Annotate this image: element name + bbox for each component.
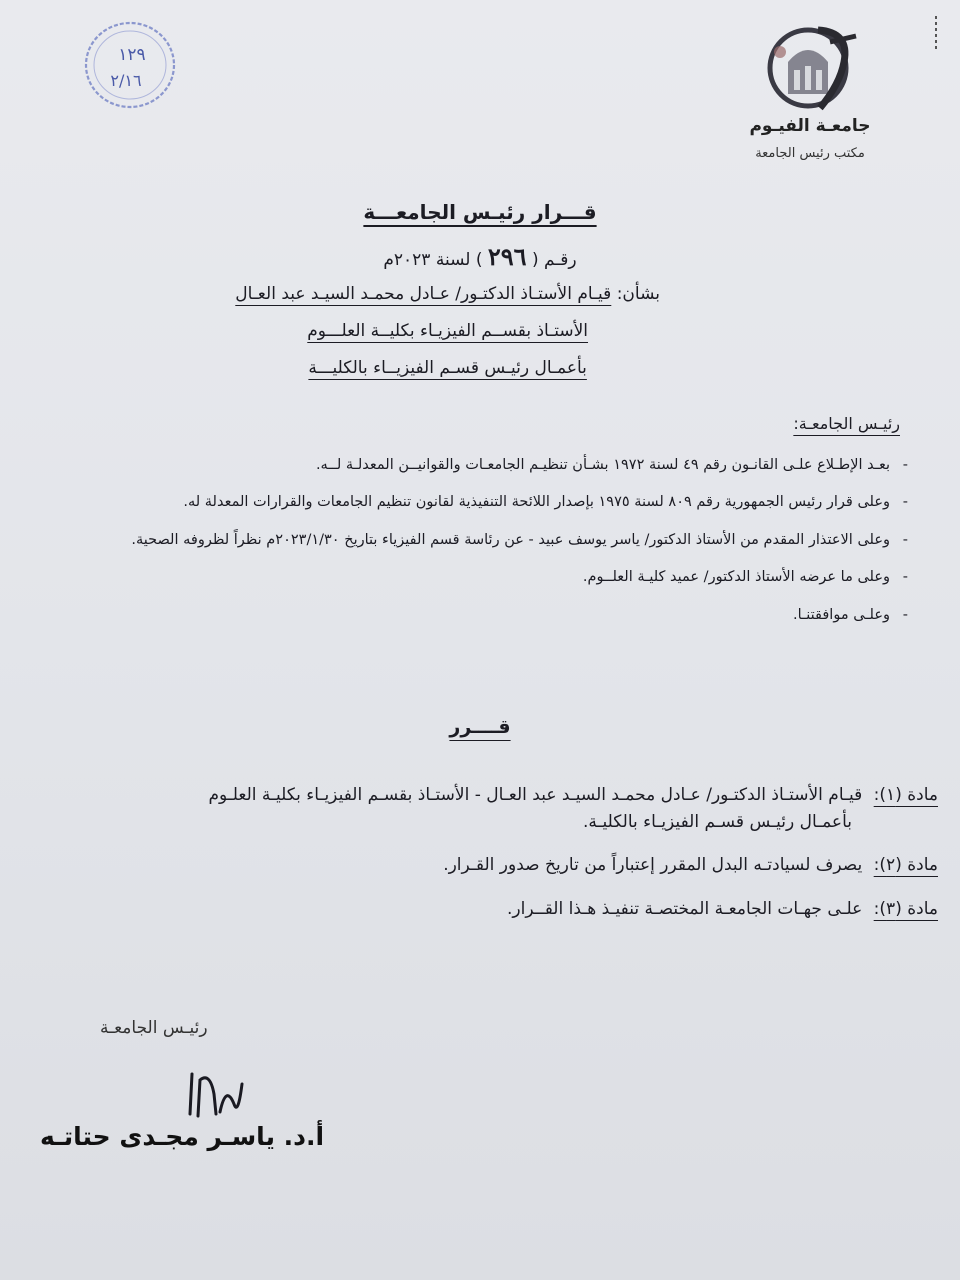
recital-text: وعلى قرار رئيس الجمهورية رقم ٨٠٩ لسنة ١٩٧٥ بإصدار اللائحة التنفيذية لقانون تنظيم الجامعات والقرارات المعدلة له. — [183, 494, 890, 511]
article-text: يصرف لسيادتـه البدل المقرر إعتباراً من تاريخ صدور القـرار. — [443, 855, 863, 876]
university-logo-icon — [760, 22, 860, 114]
articles-list — [28, 782, 938, 939]
recital-item: - وعلى قرار رئيس الجمهورية رقم ٨٠٩ لسنة ١٩٧٥ بإصدار اللائحة التنفيذية لقانون تنظيم الجامعات والقرارات المعدلة له. — [183, 494, 908, 511]
subject-line-2: الأستـاذ بقســم الفيزيـاء بكليــة العلـــوم — [307, 321, 589, 341]
incoming-stamp — [70, 10, 190, 124]
punch-mark — [926, 14, 946, 58]
signature-scribble — [180, 1054, 260, 1124]
article-label: مادة (٢): — [873, 855, 938, 876]
recitals-label: رئيـس الجامعـة: — [793, 414, 900, 433]
recital-item: - وعلى ما عرضه الأستاذ الدكتور/ عميد كليـة العلــوم. — [582, 569, 908, 586]
article-3 — [28, 896, 938, 923]
article-2 — [28, 852, 938, 879]
recital-item: - بعـد الإطـلاع علـى القانـون رقم ٤٩ لسنة ١٩٧٢ بشـأن تنظيـم الجامعـات والقوانيــن المعدلـة لــه. — [315, 457, 908, 473]
subject-label: بشأن: — [616, 284, 660, 304]
university-header — [740, 22, 880, 172]
decree-number-line — [180, 242, 780, 271]
subject-line-1: قيـام الأستـاذ الدكتـور/ عـادل محمـد السيـد عبد العـال — [235, 284, 612, 304]
article-text-continued: بأعمـال رئيـس قسـم الفيزيـاء بالكليـة. — [583, 812, 852, 833]
recital-item: - وعلـى موافقتنـا. — [793, 606, 908, 623]
recital-text: وعلى ما عرضه الأستاذ الدكتور/ عميد كليـة العلــوم. — [582, 569, 890, 586]
article-label: مادة (١): — [873, 785, 938, 805]
recitals-list — [58, 454, 908, 641]
article-1 — [28, 782, 938, 836]
recital-text: بعـد الإطـلاع علـى القانـون رقم ٤٩ لسنة ١٩٧٢ بشـأن تنظيـم الجامعـات والقوانيــن المعدلـة لــه. — [315, 457, 890, 473]
article-text: قيـام الأستـاذ الدكتـور/ عـادل محمـد السيـد عبد العـال - الأستـاذ بقسـم الفيزيـاء بكليـة العلـوم — [208, 785, 863, 805]
office-name: مكتب رئيس الجامعة — [755, 146, 865, 161]
subject-line-3: بأعمـال رئيـس قسـم الفيزيــاء بالكليـــة — [308, 358, 587, 378]
recital-text: وعلى الاعتذار المقدم من الأستاذ الدكتور/ ياسر يوسف عبيد - عن رئاسة قسم الفيزياء بتاريخ ٢٠٢٣/١/٣٠م نظراً لظروفه الصحية. — [131, 531, 890, 548]
decree-number-prefix: رقـم ( — [531, 250, 577, 270]
decides-heading: قــــرر — [449, 716, 511, 738]
signatory-name: أ.د. ياسـر مجـدى حتاتـه — [40, 1122, 325, 1151]
article-text: علـى جهـات الجامعـة المختصـة تنفيـذ هـذا القــرار. — [507, 898, 863, 919]
stamp-line2: ٢/١٦ — [110, 71, 142, 90]
decree-title: قـــرار رئيـس الجامعـــة — [363, 200, 597, 224]
article-label: مادة (٣): — [873, 898, 938, 919]
recital-text: وعلـى موافقتنـا. — [793, 606, 890, 623]
decree-number: ٢٩٦ — [487, 242, 527, 271]
recital-item: - وعلى الاعتذار المقدم من الأستاذ الدكتور/ ياسر يوسف عبيد - عن رئاسة قسم الفيزياء بتاريخ ٢٠٢٣/١/٣٠م نظراً لظروفه الصحية. — [131, 531, 908, 548]
decree-number-suffix: ) لسنة ٢٠٢٣م — [383, 250, 483, 270]
stamp-line1: ١٢٩ — [118, 45, 146, 65]
university-name: جامعـة الفيـوم — [749, 116, 871, 136]
signature-title: رئيـس الجامعـة — [100, 1018, 208, 1038]
decree-subject — [235, 286, 660, 397]
